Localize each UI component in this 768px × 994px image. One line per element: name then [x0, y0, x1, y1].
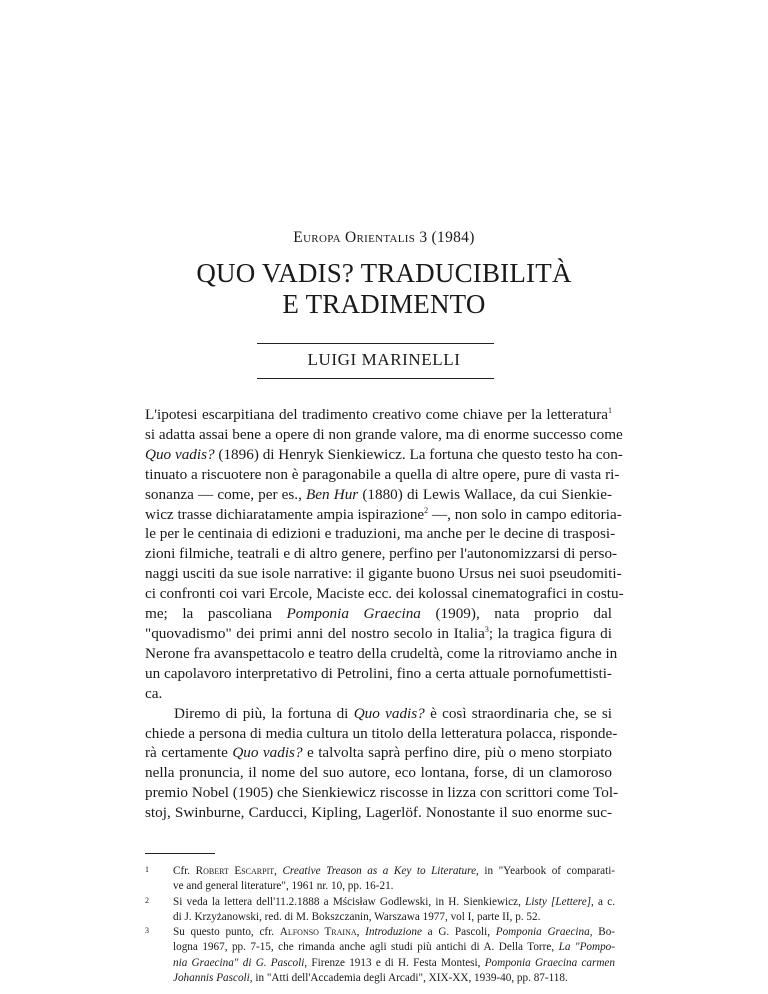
author-name: LUIGI MARINELLI: [307, 350, 461, 369]
body-line: Quo vadis? (1896) di Henryk Sienkiewicz. La fortuna che questo testo ha con-: [145, 445, 623, 463]
footnote-separator: [145, 853, 215, 854]
footnote-number: 1: [145, 865, 149, 874]
body-line: Nerone fra avanspettacolo e teatro della crudeltà, come la ritroviamo anche in: [145, 644, 618, 662]
footnotes: [145, 864, 615, 986]
body-line: nella pronuncia, il nome del suo autore, eco lontana, forse, di un clamoroso: [145, 764, 612, 782]
footnote-ref: 1: [608, 405, 612, 415]
body-line: sonanza — come, per es., Ben Hur (1880) di Lewis Wallace, da cui Sienkie-: [145, 485, 612, 503]
footnote-ref: 3: [484, 624, 489, 634]
footnote-3: [145, 925, 615, 986]
body-line: un capolavoro interpretativo di Petrolini, fino a certa attuale pornofumettisti-: [145, 664, 612, 682]
footnote-2: [145, 895, 615, 926]
footnote-line: Cfr. Robert Escarpit, Creative Treason as a Key to Literature, in "Yearbook of comparati-: [173, 865, 616, 877]
body-line: si adatta assai bene a opere di non grande valore, ma di enorme successo come: [145, 425, 623, 443]
title-line-1: QUO VADIS? TRADUCIBILITÀ: [196, 258, 572, 288]
journal-header: [0, 229, 768, 247]
footnote-line: logna 1967, pp. 7-15, che rimanda anche agli studi più antichi di A. Della Torre, La "Pompo-: [173, 941, 616, 954]
body-line: chiede a persona di media cultura un titolo della letteratura polacca, risponde-: [145, 724, 618, 742]
author-rule-top: [257, 343, 494, 344]
footnote-1: [145, 864, 615, 895]
title-line-2: E TRADIMENTO: [282, 289, 486, 319]
footnote-line: Su questo punto, cfr. Alfonso Traina, Introduzione a G. Pascoli, Pomponia Graecina, Bo-: [173, 926, 616, 939]
body-line: tinuato a riscuotere non è paragonabile a quella di altre opere, pure di vasta ri-: [145, 465, 620, 483]
footnote-line: Si veda la lettera dell'11.2.1888 a Mścisław Godlewski, in H. Sienkiewicz, Listy [Lettere], a c.: [173, 895, 615, 908]
author-rule-bottom: [257, 378, 494, 379]
body-line: le per le centinaia di edizioni e traduzioni, ma anche per le decine di trasposi-: [145, 525, 616, 543]
footnote-line: nia Graecina" di G. Pascoli, Firenze 1913 e di H. Festa Montesi, Pomponia Graecina carmen: [173, 956, 615, 969]
footnote-number: 2: [145, 895, 149, 905]
body-line: stoj, Swinburne, Carducci, Kipling, Lagerlöf. Nonostante il suo enorme suc-: [145, 804, 612, 822]
body-line: ci confronti coi vari Ercole, Maciste ecc. dei kolossal cinematografici in costu-: [145, 585, 624, 603]
footnote-line: di J. Krzyżanowski, red. di M. Bokszczanin, Warszawa 1977, vol I, parte II, p. 52.: [173, 910, 541, 923]
footnote-line: Johannis Pascoli, in "Atti dell'Accademia degli Arcadi", XIX-XX, 1939-40, pp. 87-118.: [173, 972, 568, 985]
body-line: ca.: [145, 684, 163, 702]
body-line: wicz trasse dichiaratamente ampia ispirazione$^2$ —, non solo in campo editoria-: [145, 505, 622, 523]
body-line: Diremo di più, la fortuna di Quo vadis? è così straordinaria che, se si: [174, 704, 613, 722]
footnote-number: 3: [145, 926, 149, 936]
footnote-line: ve and general literature", 1961 nr. 10, pp. 16-21.: [173, 880, 394, 893]
footnote-ref: 2: [424, 505, 429, 515]
body-line: "quovadismo" dei primi anni del nostro secolo in Italia$^3$; la tragica figura di: [145, 624, 612, 642]
body-line: naggi usciti da sue isole narrative: il gigante buono Ursus nei suoi pseudomiti-: [145, 565, 622, 583]
body-line: rà certamente Quo vadis? e talvolta saprà perfino dire, più o meno storpiato: [145, 744, 613, 762]
article-title: [0, 258, 768, 320]
body-line: zioni filmiche, teatrali e di altro genere, perfino per l'autonomizzarsi di perso-: [145, 545, 618, 563]
body-line: me; la pascoliana Pomponia Graecina (1909), nata proprio dal: [145, 605, 612, 623]
body-text: [145, 405, 624, 823]
body-line: premio Nobel (1905) che Sienkiewicz riscosse in lizza con scrittori come Tol-: [145, 784, 619, 802]
journal-name: Europa Orientalis 3 (1984): [293, 229, 475, 246]
body-line: L'ipotesi escarpitiana del tradimento creativo come chiave per la letteratura$^1$: [145, 405, 612, 423]
